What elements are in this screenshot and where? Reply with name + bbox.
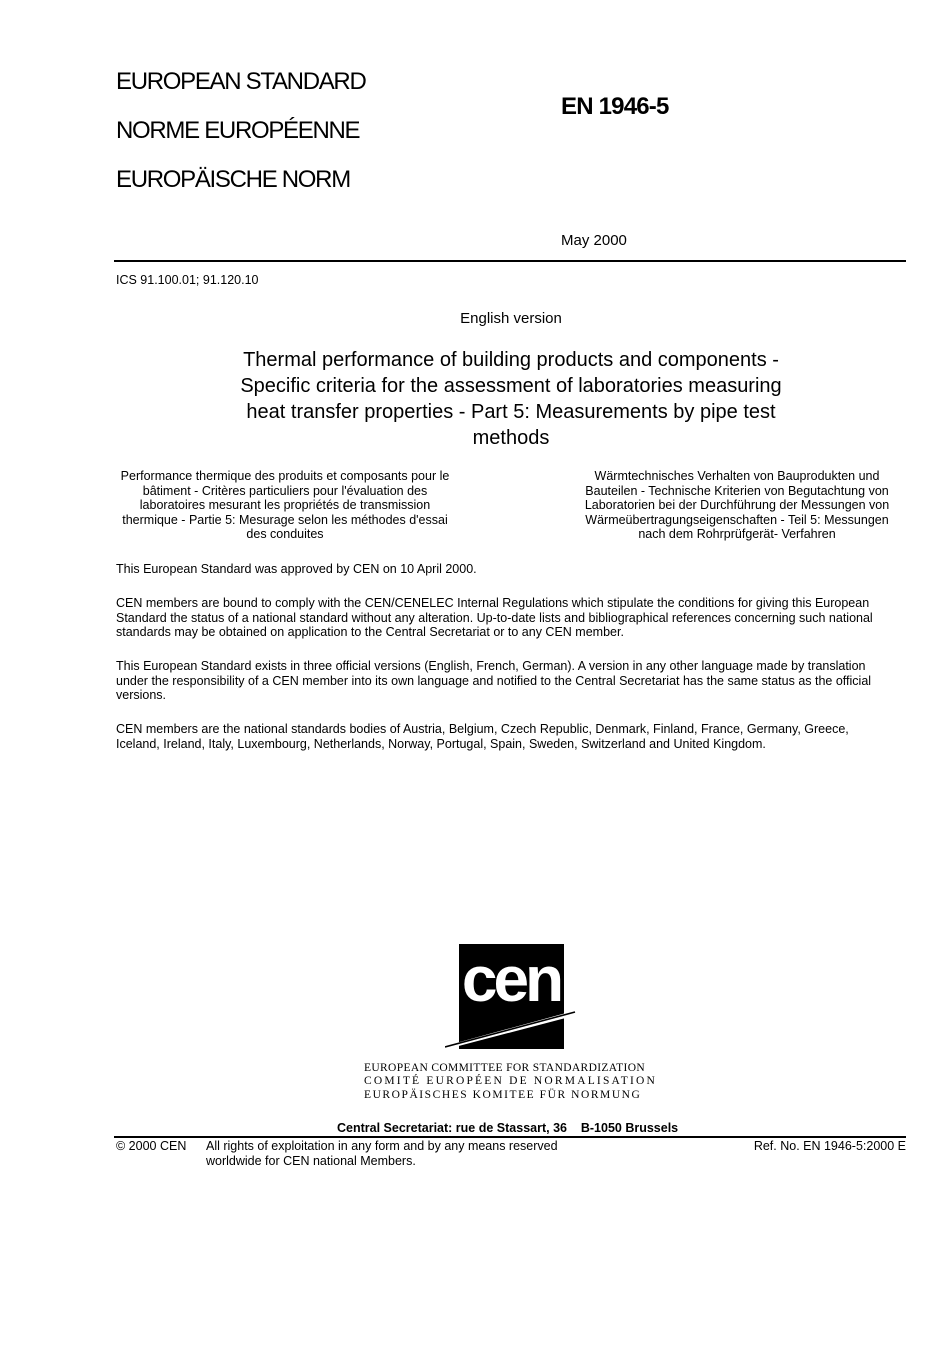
paragraph-line: This European Standard was approved by CEN on 10 April 2000. [116,562,477,576]
title-french [116,469,454,542]
paragraph-line: under the responsibility of a CEN member into its own language and notified to the Central Secretariat has the same status as the official [116,673,872,688]
paragraph-line: Standard the status of a national standard without any alteration. Up-to-date lists and bibliographical references concerning such national [116,610,873,625]
cen-logo-text: cen [461,943,561,1015]
paragraph-line: CEN members are bound to comply with the CEN/CENELEC Internal Regulations which stipulate the conditions for giving this European [116,596,870,610]
committee-english: EUROPEAN COMMITTEE FOR STANDARDIZATION [364,1062,646,1074]
committee-german: EUROPÄISCHES KOMITEE FÜR NORMUNG [364,1089,642,1101]
document-title [161,347,861,451]
title-line: heat transfer properties - Part 5: Measurements by pipe test [246,401,776,423]
title-french-line: bâtiment - Critères particuliers pour l'évaluation des [142,483,428,498]
reference-number: Ref. No. EN 1946-5:2000 E [753,1139,906,1153]
ics-code: ICS 91.100.01; 91.120.10 [116,273,259,287]
central-secretariat: Central Secretariat: rue de Stassart, 36 B-1050 Brussels [337,1121,679,1135]
title-german-line: Bauteilen - Technische Kriterien von Begutachtung von [585,483,889,498]
publication-date: May 2000 [561,232,627,249]
version-label: English version [460,310,562,327]
paragraph-line: standards may be obtained on application to the Central Secretariat or to any CEN member. [116,625,624,640]
title-french-line: Performance thermique des produits et composants pour le [120,469,450,483]
standard-number: EN 1946-5 [561,93,669,120]
heading-norme-europeenne: NORME EUROPÉENNE [116,117,360,144]
approval-paragraph [116,562,916,577]
title-german-line: Laboratorien bei der Durchführung der Messungen von [584,498,890,513]
title-german-line: Wärmeübertragungseigenschaften - Teil 5: Messungen [585,512,889,527]
heading-european-standard: EUROPEAN STANDARD [116,68,366,95]
title-german [568,469,906,542]
title-german-line: nach dem Rohrprüfgerät- Verfahren [638,527,836,542]
paragraph-line: Iceland, Ireland, Italy, Luxembourg, Netherlands, Norway, Portugal, Spain, Sweden, Switzerland and United Kingdom. [116,736,766,751]
cen-logo [445,943,580,1050]
title-french-line: laboratoires mesurant les propriétés de transmission [139,498,431,513]
heading-europaische-norm: EUROPÄISCHE NORM [116,166,350,193]
rights-notice [206,1139,558,1168]
paragraph-line: This European Standard exists in three official versions (English, French, German). A version in any other language made by translation [116,659,866,673]
header-rule [114,260,906,262]
footer-rule [114,1136,906,1138]
committee-french: COMITÉ EUROPÉEN DE NORMALISATION [364,1075,658,1087]
rights-line: All rights of exploitation in any form and by any means reserved [206,1139,558,1153]
compliance-paragraph [116,596,916,640]
copyright: © 2000 CEN [116,1139,187,1153]
title-line: Specific criteria for the assessment of laboratories measuring [240,375,782,397]
paragraph-line: CEN members are the national standards bodies of Austria, Belgium, Czech Republic, Denmark, Finland, France, Germany, Greece, [116,722,849,736]
title-french-line: des conduites [246,527,324,542]
members-paragraph [116,722,916,751]
title-french-line: thermique - Partie 5: Mesurage selon les méthodes d'essai [122,512,448,527]
paragraph-line: versions. [116,688,167,703]
title-german-line: Wärmtechnisches Verhalten von Bauprodukten und [594,469,880,483]
versions-paragraph [116,659,916,703]
rights-line: worldwide for CEN national Members. [206,1153,416,1168]
title-line: methods [472,427,550,449]
title-line: Thermal performance of building products and components - [243,349,779,371]
